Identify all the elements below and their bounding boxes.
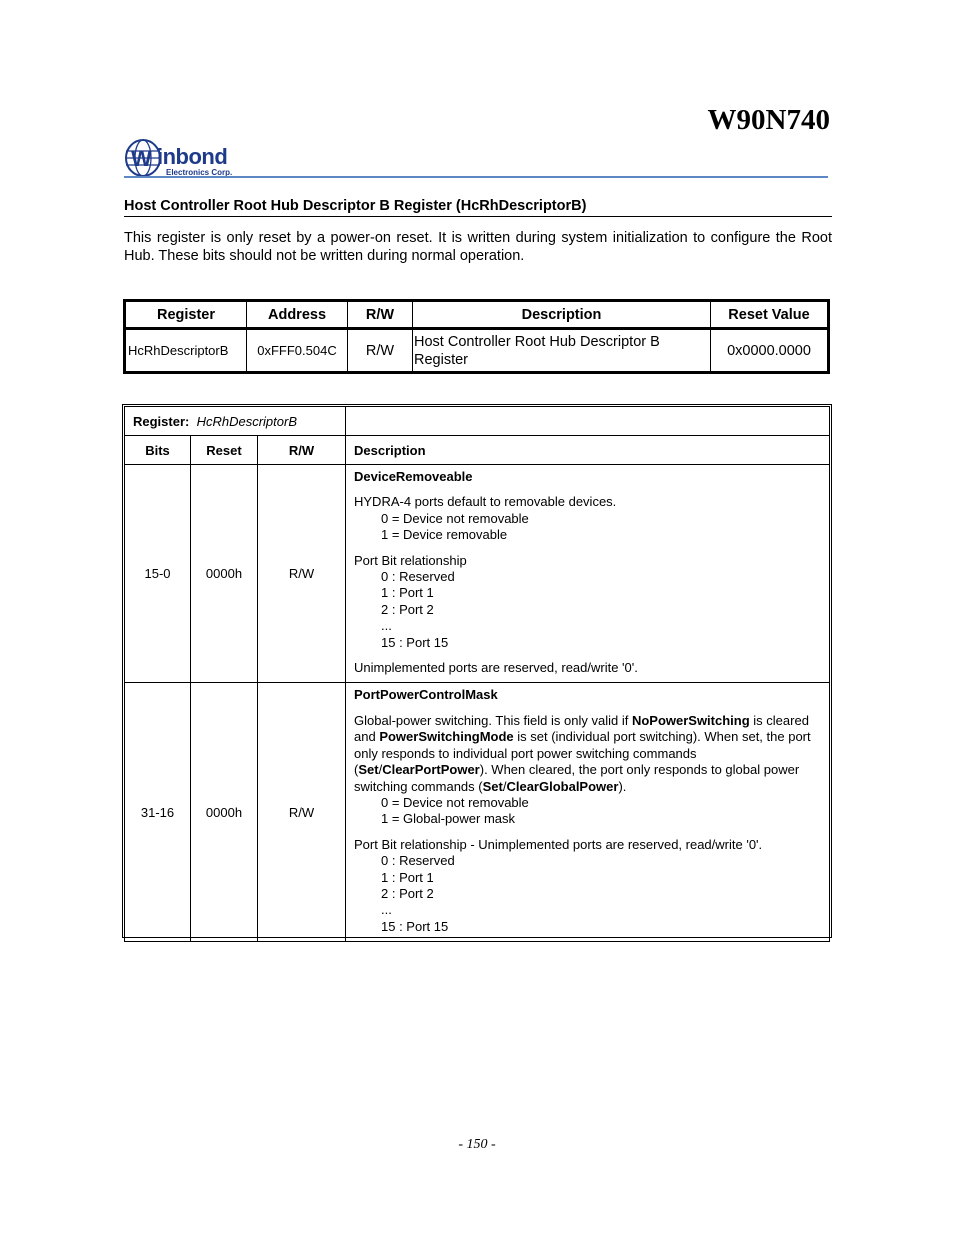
- col-header-reset-value: Reset Value: [711, 301, 829, 329]
- text-run: Global-power switching. This field is only valid if: [354, 712, 632, 728]
- term-no-power-switching: NoPowerSwitching: [631, 712, 750, 728]
- cell-description: [346, 683, 830, 942]
- svg-text:W: W: [131, 146, 152, 171]
- col-header-bits: Bits: [125, 436, 191, 465]
- list-item: 0 = Device not removable: [381, 510, 529, 526]
- field-paragraph: [354, 713, 821, 795]
- list-item: ...: [381, 618, 392, 634]
- winbond-logo: [124, 137, 254, 179]
- cell-bits: 31-16: [125, 683, 191, 942]
- list-item: 1 : Port 1: [381, 869, 434, 885]
- list-item: 2 : Port 2: [381, 885, 434, 901]
- chip-name: W90N740: [707, 104, 830, 136]
- term-set: Set: [482, 778, 503, 794]
- cell-description: Host Controller Root Hub Descriptor B Register: [413, 329, 711, 373]
- cell-description: [346, 465, 830, 683]
- term-power-switching-mode: PowerSwitchingMode: [379, 729, 514, 745]
- list-item: 1 = Device removable: [381, 527, 508, 543]
- page-number: - 150 -: [458, 1137, 496, 1152]
- field-paragraph: HYDRA-4 ports default to removable devices.: [354, 494, 617, 510]
- col-header-address: Address: [247, 301, 348, 329]
- intro-paragraph: This register is only reset by a power-on reset. It is written during system initialization to configure the Root Hub. These bits should not be written during normal operation.: [124, 230, 832, 264]
- text-run: /: [378, 762, 383, 778]
- register-label-cell: [125, 407, 346, 436]
- term-set: Set: [358, 762, 379, 778]
- term-clear-port-power: ClearPortPower: [382, 762, 480, 778]
- empty-header-cell: [346, 407, 830, 436]
- col-header-description: Description: [346, 436, 830, 465]
- cell-address: 0xFFF0.504C: [247, 329, 348, 373]
- table-row: [125, 329, 829, 373]
- term-clear-global-power: ClearGlobalPower: [506, 778, 619, 794]
- list-item: 15 : Port 15: [381, 918, 449, 934]
- field-paragraph: Port Bit relationship: [354, 552, 467, 568]
- col-header-rw: R/W: [348, 301, 413, 329]
- register-summary-table: [123, 299, 830, 374]
- bitfield-table: [124, 406, 830, 942]
- list-item: 1 = Global-power mask: [381, 811, 516, 827]
- text-run: is set (individual port switching). When set, the port only responds to individual port power switching commands (: [354, 729, 811, 778]
- field-paragraph: Port Bit relationship - Unimplemented ports are reserved, read/write '0'.: [354, 836, 763, 852]
- col-header-description: Description: [413, 301, 711, 329]
- cell-reset: 0000h: [191, 683, 258, 942]
- header-rule: [124, 176, 828, 178]
- logo-subtitle: Electronics Corp.: [166, 168, 233, 177]
- text-run: ). When cleared, the port only responds to global power switching commands (: [354, 762, 800, 794]
- cell-rw: R/W: [258, 683, 346, 942]
- list-item: ...: [381, 902, 392, 918]
- cell-rw: R/W: [258, 465, 346, 683]
- register-label: Register:: [133, 413, 190, 429]
- table-row: [125, 465, 830, 683]
- text-run: /: [502, 778, 507, 794]
- bitfield-table-frame: [122, 404, 832, 938]
- cell-register: HcRhDescriptorB: [125, 329, 247, 373]
- cell-rw: R/W: [348, 329, 413, 373]
- list-item: 15 : Port 15: [381, 634, 449, 650]
- logo-wordmark: inbond: [157, 144, 228, 169]
- list-item: 1 : Port 1: [381, 585, 434, 601]
- col-header-rw: R/W: [258, 436, 346, 465]
- list-item: 0 : Reserved: [381, 569, 455, 585]
- table-row: [125, 683, 830, 942]
- section-title: Host Controller Root Hub Descriptor B Register (HcRhDescriptorB): [124, 198, 832, 217]
- register-name: HcRhDescriptorB: [196, 413, 298, 429]
- col-header-register: Register: [125, 301, 247, 329]
- list-item: 2 : Port 2: [381, 601, 434, 617]
- text-run: ).: [618, 778, 627, 794]
- text-run: is cleared and: [354, 712, 809, 745]
- cell-reset: 0000h: [191, 465, 258, 683]
- list-item: 0 : Reserved: [381, 853, 455, 869]
- cell-bits: 15-0: [125, 465, 191, 683]
- field-paragraph: Unimplemented ports are reserved, read/write '0'.: [354, 660, 638, 676]
- list-item: 0 = Device not removable: [381, 794, 529, 810]
- col-header-reset: Reset: [191, 436, 258, 465]
- cell-reset-value: 0x0000.0000: [711, 329, 829, 373]
- field-title: DeviceRemoveable: [354, 469, 473, 484]
- field-title: PortPowerControlMask: [354, 687, 498, 703]
